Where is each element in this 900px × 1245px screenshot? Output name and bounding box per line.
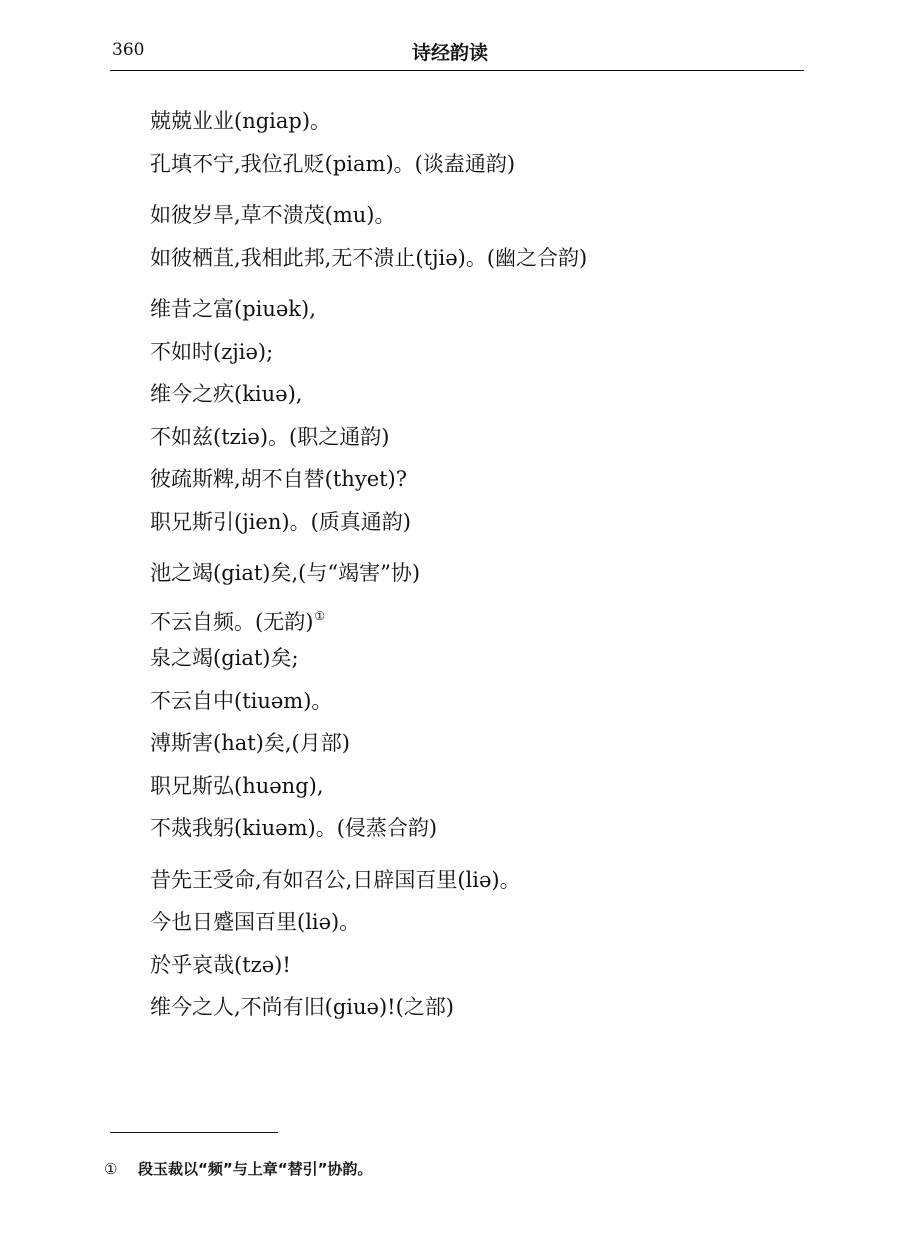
verse-line-text: 不云自频。(无韵) (150, 609, 314, 634)
verse-line (150, 595, 810, 638)
verse-line-text: 泉之竭(giat)矣; (150, 646, 299, 670)
verse-line (150, 807, 810, 850)
verse-line-text: 职兄斯弘(huəng), (150, 773, 324, 798)
footnote (104, 1158, 372, 1179)
verse-line-text: 如彼栖苴,我相此邦,无不溃止(tjiə)。(幽之合韵) (150, 245, 588, 270)
stanza (150, 288, 810, 543)
stanza (150, 100, 810, 185)
verse-line (150, 722, 810, 765)
verse-line (150, 288, 810, 331)
verse-line-text: 昔先王受命,有如召公,日辟国百里(liə)。 (150, 867, 521, 892)
verse-line (150, 944, 810, 987)
verse-line-text: 维今之人,不尚有旧(giuə)!(之部) (150, 995, 454, 1019)
verse-line (150, 194, 810, 237)
verse-body (150, 100, 810, 1038)
verse-line-text: 维今之疚(kiuə), (150, 382, 303, 406)
footnote-reference: ① (314, 608, 326, 623)
verse-line (150, 331, 810, 374)
verse-line (150, 680, 810, 723)
verse-line (150, 143, 810, 186)
verse-line-text: 不云自中(tiuəm)。 (150, 688, 333, 713)
stanza (150, 859, 810, 1029)
verse-line (150, 637, 810, 680)
verse-line-text: 不如时(zjiə); (150, 339, 274, 364)
verse-line-text: 彼疏斯粺,胡不自替(thyet)? (150, 467, 408, 491)
running-title: 诗经韵读 (411, 42, 488, 64)
stanza (150, 552, 810, 850)
stanza (150, 194, 810, 279)
verse-line-text: 池之竭(giat)矣,(与“竭害”协) (150, 561, 421, 585)
verse-line (150, 765, 810, 808)
verse-line (150, 458, 810, 501)
verse-line (150, 859, 810, 902)
verse-line (150, 986, 810, 1029)
verse-line (150, 237, 810, 280)
verse-line (150, 100, 810, 143)
header-rule (110, 70, 804, 71)
verse-line (150, 901, 810, 944)
verse-line-text: 於乎哀哉(tzə)! (150, 952, 291, 977)
verse-line-text: 今也日蹙国百里(liə)。 (150, 910, 361, 934)
verse-line (150, 552, 810, 595)
verse-line-text: 不烖我躬(kiuəm)。(侵蒸合韵) (150, 816, 438, 840)
verse-line-text: 溥斯害(hat)矣,(月部) (150, 731, 350, 755)
verse-line-text: 职兄斯引(jien)。(质真通韵) (150, 509, 411, 534)
verse-line-text: 如彼岁旱,草不溃茂(mu)。 (150, 203, 396, 227)
page-number: 360 (112, 40, 145, 60)
verse-line-text: 维昔之富(piuək), (150, 297, 316, 321)
verse-line (150, 416, 810, 459)
verse-line-text: 兢兢业业(ngiap)。 (150, 109, 332, 133)
verse-line-text: 不如兹(tziə)。(职之通韵) (150, 424, 390, 449)
footnote-mark: ① (104, 1160, 118, 1178)
footnote-text: 段玉裁以“频”与上章“替引”协韵。 (138, 1160, 373, 1178)
verse-line-text: 孔填不宁,我位孔贬(piam)。(谈盍通韵) (150, 151, 516, 176)
verse-line (150, 373, 810, 416)
footnote-rule (110, 1132, 278, 1133)
verse-line (150, 501, 810, 544)
